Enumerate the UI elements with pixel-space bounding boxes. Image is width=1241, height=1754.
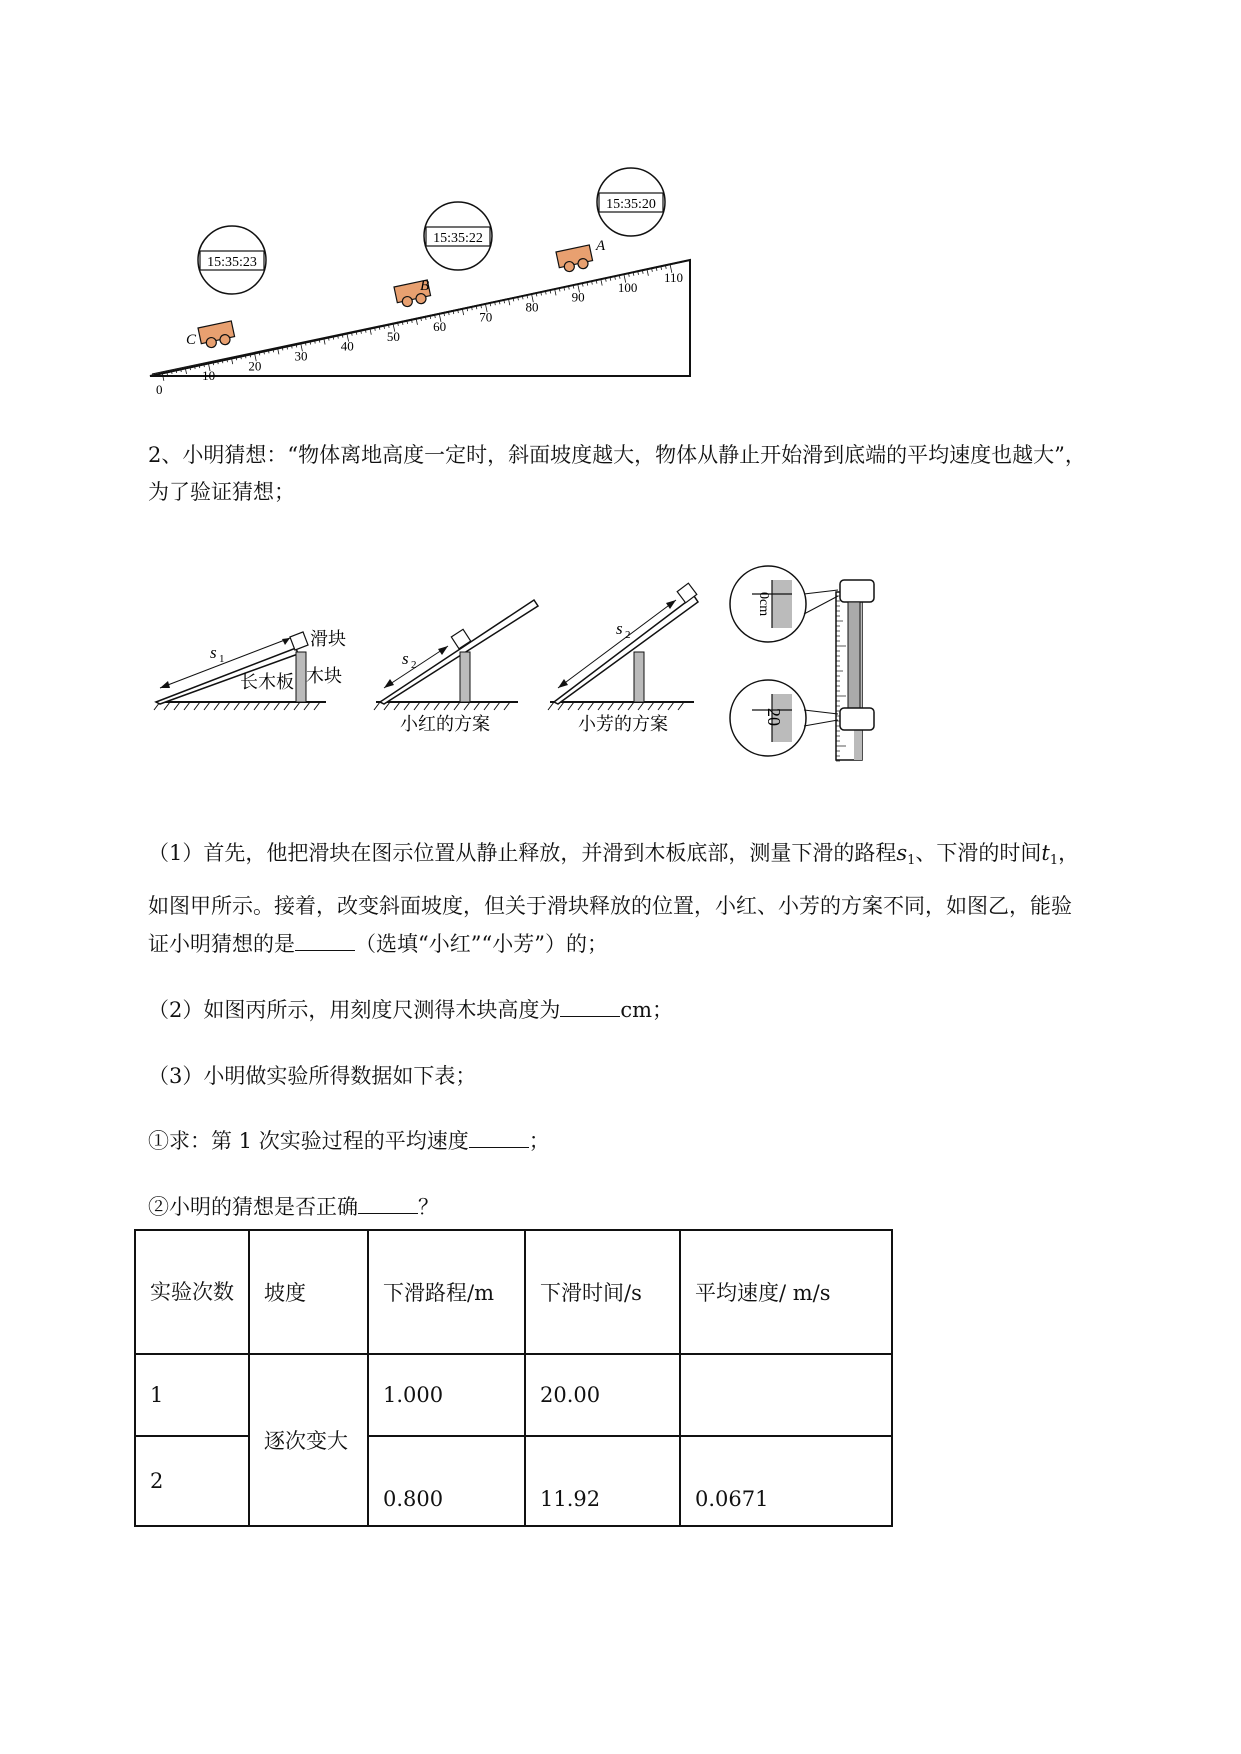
header-distance: 下滑路程/m xyxy=(368,1230,525,1354)
ruler-top-label: 0cm xyxy=(756,592,771,617)
ruler-tick-label: 20 xyxy=(248,358,262,374)
caption-fang: 小芳的方案 xyxy=(578,714,668,734)
part3: （3）小明做实验所得数据如下表； xyxy=(148,1064,477,1088)
ruler-bottom-label: 20 xyxy=(764,708,784,726)
answer-blank-1[interactable] xyxy=(295,930,355,951)
question1: ①求：第 1 次实验过程的平均速度 ； xyxy=(148,1129,550,1153)
header-trial: 实验次数 xyxy=(135,1230,249,1354)
ruler-tick-label: 40 xyxy=(340,338,354,354)
ruler-measure xyxy=(730,566,874,761)
label-s2-fang-sub: 2 xyxy=(625,629,631,641)
clock-c xyxy=(198,226,266,294)
question-stem-line1: 2、小明猜想：“物体离地高度一定时，斜面坡度越大，物体从静止开始滑到底端的平均速度也越大”， xyxy=(148,443,1086,467)
clock-c-time: 15:35:23 xyxy=(207,255,257,270)
clock-b-time: 15:35:22 xyxy=(433,231,483,246)
scheme-original xyxy=(154,629,346,710)
clock-b xyxy=(424,202,492,270)
cell-speed: 0.0671 xyxy=(680,1436,892,1526)
label-s1: s xyxy=(210,643,217,662)
cell-distance: 0.800 xyxy=(368,1436,525,1526)
cart-label-a: A xyxy=(596,238,606,254)
incline-ruler-figure xyxy=(140,150,700,410)
table-header-row xyxy=(135,1230,892,1354)
cart-c xyxy=(198,321,236,350)
answer-blank-3[interactable] xyxy=(469,1127,529,1148)
ruler-tick-label: 90 xyxy=(571,289,585,305)
cell-distance: 1.000 xyxy=(368,1354,525,1436)
answer-blank-4[interactable] xyxy=(358,1193,418,1214)
ruler-tick-label: 100 xyxy=(617,279,638,295)
label-s2-hong-sub: 2 xyxy=(411,659,417,671)
header-time: 下滑时间/s xyxy=(525,1230,680,1354)
part1-line2: 如图甲所示。接着，改变斜面坡度，但关于滑块释放的位置，小红、小芳的方案不同，如图乙，能验 xyxy=(148,894,1072,918)
label-slider: 滑块 xyxy=(310,629,346,649)
part1-line1: （1）首先，他把滑块在图示位置从静止释放，并滑到木板底部，测量下滑的路程$s_1$、下滑的时间$t_1$， xyxy=(148,841,1080,868)
ruler-tick-label: 50 xyxy=(386,328,400,344)
scheme-fang xyxy=(548,583,698,734)
ruler-tick-label: 110 xyxy=(664,270,684,285)
cart-label-b: B xyxy=(420,278,430,294)
ruler-tick-label: 80 xyxy=(525,299,539,315)
header-speed: 平均速度/ m/s xyxy=(680,1230,892,1354)
cell-speed[interactable] xyxy=(680,1354,892,1436)
ruler-tick-label: 0 xyxy=(156,382,163,397)
part1-line3: 证小明猜想的是 （选填“小红”“小芳”）的； xyxy=(148,932,608,956)
answer-blank-2[interactable] xyxy=(560,996,620,1017)
label-s2-hong: s xyxy=(402,649,409,668)
cart-a xyxy=(556,245,594,274)
label-s2-fang: s xyxy=(616,619,623,638)
scheme-hong xyxy=(374,600,538,734)
data-table xyxy=(134,1229,893,1527)
caption-hong: 小红的方案 xyxy=(400,714,490,734)
cell-time: 11.92 xyxy=(525,1436,680,1526)
cell-trial: 1 xyxy=(135,1354,249,1436)
incline-schemes-figure xyxy=(148,550,888,780)
ruler-tick-label: 10 xyxy=(202,368,216,384)
part2: （2）如图丙所示，用刻度尺测得木块高度为 cm； xyxy=(148,998,674,1022)
label-s1-sub: 1 xyxy=(219,653,225,665)
label-board: 长木板 xyxy=(240,672,294,692)
question-stem-line2: 为了验证猜想； xyxy=(148,480,295,504)
cell-trial: 2 xyxy=(135,1436,249,1526)
table-row xyxy=(135,1354,892,1436)
table-row xyxy=(135,1436,892,1526)
cart-label-c: C xyxy=(186,332,197,348)
header-slope: 坡度 xyxy=(249,1230,368,1354)
var-s1: s xyxy=(896,841,908,865)
cell-time: 20.00 xyxy=(525,1354,680,1436)
var-t1: t xyxy=(1041,841,1050,865)
clock-a-time: 15:35:20 xyxy=(606,197,656,212)
clock-a xyxy=(597,168,665,236)
ruler-tick-label: 60 xyxy=(433,319,447,335)
cell-slope: 逐次变大 xyxy=(249,1354,368,1526)
ruler-tick-label: 30 xyxy=(294,348,308,364)
label-block: 木块 xyxy=(306,666,342,686)
ruler-tick-label: 70 xyxy=(479,309,493,325)
question2: ②小明的猜想是否正确 ？ xyxy=(148,1195,439,1219)
